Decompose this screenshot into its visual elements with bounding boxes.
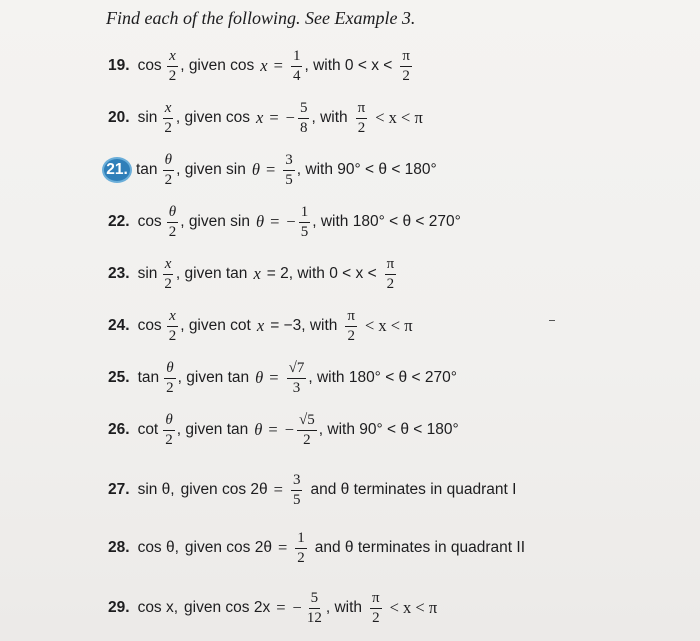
problem-25: 25. tan $\frac{\theta}{2}$ , given tan θ = $\frac{√7}{3}$ , with 180° < θ < 270° <box>108 359 457 396</box>
condition-fraction: $\frac{\pi}{2}$ <box>357 99 366 136</box>
condition-text: with <box>334 599 363 616</box>
condition-text: with 90° < θ < 180° <box>305 161 437 178</box>
problem-24: 24. cos $\frac{x}{2}$ , given cot x = −3, with $\frac{\pi}{2}$ < x < π <box>108 307 413 344</box>
function-name: cos <box>137 317 162 334</box>
problem-19: 19. cos $\frac{x}{2}$ , given cos x = $\frac{1}{4}$ , with 0 < x < $\frac{\pi}{2}$ <box>108 47 410 84</box>
function-name: tan <box>137 369 160 386</box>
half-angle-fraction: $\frac{\theta}{2}$ <box>165 411 173 448</box>
problem-number: 25. <box>108 369 130 386</box>
problem-22: 22. cos $\frac{\theta}{2}$ , given sin θ = − $\frac{1}{5}$ , with 180° < θ < 270° <box>108 203 461 240</box>
problem-number: 19. <box>108 57 130 74</box>
condition-text: with <box>320 109 348 126</box>
condition-text: and θ terminates in quadrant I <box>310 481 517 498</box>
condition-text: = −3, with <box>270 317 338 334</box>
section-heading: Find each of the following. See Example 3. <box>106 8 416 28</box>
problem-number: 22. <box>108 213 130 230</box>
condition-text: with 0 < x < <box>313 57 393 74</box>
given-value-fraction: $\frac{5}{12}$ <box>306 589 322 626</box>
condition-text: = 2, with 0 < x < <box>266 265 377 282</box>
half-angle-fraction: $\frac{x}{2}$ <box>164 99 172 136</box>
function-name: cos x, <box>137 599 179 616</box>
given-value-fraction: $\frac{5}{8}$ <box>299 99 308 136</box>
given-text: given cos <box>184 109 250 126</box>
minus-sign: − <box>285 108 295 127</box>
problem-29: 29. cos x, given cos 2x = − $\frac{5}{12}$ , with $\frac{\pi}{2}$ < x < π <box>108 589 438 626</box>
given-text: given tan <box>184 265 248 282</box>
condition-tail: < x < π <box>364 316 413 335</box>
half-angle-fraction: $\frac{x}{2}$ <box>168 47 177 84</box>
minus-sign: − <box>292 598 302 617</box>
given-text: given cos 2x <box>184 599 271 616</box>
problem-number: 29. <box>108 599 130 616</box>
condition-fraction: $\frac{\pi}{2}$ <box>402 47 410 84</box>
given-text: given cot <box>188 317 251 334</box>
minus-sign: − <box>286 212 296 231</box>
half-angle-fraction: $\frac{\theta}{2}$ <box>168 203 177 240</box>
given-value-fraction: $\frac{√5}{2}$ <box>299 411 315 448</box>
problem-number: 28. <box>108 539 130 556</box>
problem-27: 27. sin θ, given cos 2θ = $\frac{3}{5}$ and θ terminates in quadrant I <box>108 471 517 508</box>
given-text: given cos 2θ <box>184 539 272 556</box>
given-text: given tan <box>186 369 250 386</box>
given-value-fraction: $\frac{3}{5}$ <box>285 151 293 188</box>
given-text: given cos <box>188 57 255 74</box>
condition-text: and θ terminates in quadrant II <box>314 539 526 556</box>
problem-number: 26. <box>108 421 130 438</box>
problem-20: 20. sin $\frac{x}{2}$ , given cos x = − $\frac{5}{8}$ , with $\frac{\pi}{2}$ < x < π <box>108 99 423 136</box>
condition-tail: < x < π <box>375 108 423 127</box>
half-angle-fraction: $\frac{x}{2}$ <box>168 307 177 344</box>
condition-tail: < x < π <box>389 598 438 617</box>
function-name: cos <box>137 213 162 230</box>
stray-dash-mark <box>549 320 555 321</box>
half-angle-fraction: $\frac{\theta}{2}$ <box>166 359 174 396</box>
condition-fraction: $\frac{\pi}{2}$ <box>386 255 395 292</box>
half-angle-fraction: $\frac{\theta}{2}$ <box>164 151 173 188</box>
condition-text: with 180° < θ < 270° <box>320 213 461 230</box>
function-name: cos θ, <box>137 539 179 556</box>
problem-23: 23. sin $\frac{x}{2}$ , given tan x = 2, with 0 < x < $\frac{\pi}{2}$ <box>108 255 395 292</box>
function-name: cos <box>137 57 162 74</box>
condition-text: with 180° < θ < 270° <box>316 369 457 386</box>
problem-number: 27. <box>108 481 130 498</box>
given-text: given cos 2θ <box>180 481 268 498</box>
given-value-fraction: $\frac{1}{4}$ <box>292 47 301 84</box>
given-value-fraction: $\frac{√7}{3}$ <box>288 359 305 396</box>
condition-fraction: $\frac{\pi}{2}$ <box>347 307 355 344</box>
function-name: tan <box>136 161 158 178</box>
problem-number: 24. <box>108 317 130 334</box>
problem-number: 20. <box>108 109 130 126</box>
problem-21: 21. tan $\frac{\theta}{2}$ , given sin θ = $\frac{3}{5}$ , with 90° < θ < 180° <box>108 148 437 192</box>
given-text: given sin <box>184 161 246 178</box>
given-text: given sin <box>188 213 250 230</box>
minus-sign: − <box>284 420 295 439</box>
function-name: sin <box>137 265 158 282</box>
given-value-fraction: $\frac{1}{5}$ <box>300 203 309 240</box>
half-angle-fraction: $\frac{x}{2}$ <box>164 255 172 292</box>
condition-text: with 90° < θ < 180° <box>327 421 459 438</box>
condition-fraction: $\frac{\pi}{2}$ <box>372 589 380 626</box>
problem-28: 28. cos θ, given cos 2θ = $\frac{1}{2}$ and θ terminates in quadrant II <box>108 529 526 566</box>
function-name: cot <box>137 421 159 438</box>
function-name: sin θ, <box>137 481 175 498</box>
given-text: given tan <box>185 421 249 438</box>
function-name: sin <box>137 109 158 126</box>
problem-26: 26. cot $\frac{\theta}{2}$ , given tan θ = − $\frac{√5}{2}$ , with 90° < θ < 180° <box>108 411 459 448</box>
problem-number: 23. <box>108 265 130 282</box>
circled-problem-number: 21. <box>104 159 130 181</box>
given-value-fraction: $\frac{3}{5}$ <box>292 471 301 508</box>
given-value-fraction: $\frac{1}{2}$ <box>297 529 305 566</box>
